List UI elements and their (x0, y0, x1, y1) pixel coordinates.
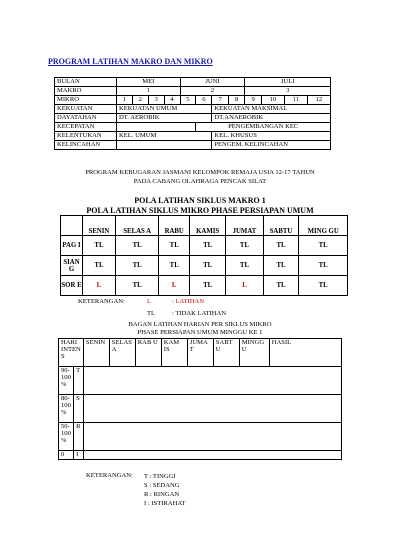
intensity-range: 50-100 % (59, 423, 74, 451)
kelincahan-row (55, 141, 331, 150)
bulan-row (55, 78, 331, 87)
legend-item: R : RINGAN (144, 491, 180, 498)
day-header: SABT U (213, 339, 239, 367)
daily-table (58, 338, 342, 460)
row-label: KELENTUKAN (55, 132, 117, 141)
mikro-cell: 11 (285, 96, 308, 105)
day-header: RAB U (135, 339, 161, 367)
day-header: KAM IS (161, 339, 187, 367)
mikro-row (55, 96, 331, 105)
intensity-code: T (74, 367, 84, 395)
day-header: SELAS A (115, 216, 158, 236)
kecepatan-row (55, 123, 331, 132)
periodization-table (54, 77, 331, 150)
mikro-cell: 10 (261, 96, 284, 105)
hari-inten-cell (59, 339, 84, 367)
mikro-cell: 9 (245, 96, 262, 105)
session-label: SIAN G (61, 256, 83, 276)
session-cell: TL (226, 256, 263, 276)
intensity-code: R (74, 423, 84, 451)
makro-row (55, 87, 331, 96)
intensity-range: 80-100 % (59, 395, 74, 423)
phase-cell (117, 141, 212, 150)
daily-heading: BAGAN LATIHAN HARIAN PER SIKLUS MIKRO (128, 321, 272, 328)
row-label: KEKUATAN (55, 105, 117, 114)
day-header: MING GU (299, 216, 348, 236)
phase-cell: PENGEM. KELINCAHAN (212, 141, 331, 150)
legend-item: T : TINGGI (144, 473, 176, 480)
intensity-range: 90-100 % (59, 367, 74, 395)
session-cell: TL (263, 256, 299, 276)
session-cell: TL (190, 276, 226, 296)
row-label: DAYATAHAN (55, 114, 117, 123)
corner-cell (61, 216, 83, 236)
day-header: JUMAT (226, 216, 263, 236)
program-description (40, 168, 360, 186)
day-header: MINGG U (239, 339, 269, 367)
mikro-label: MIKRO (55, 96, 117, 105)
legend-text: : TIDAK LATIHAN (172, 310, 227, 317)
phase-cell: KEKUATAN MAKSIMAL (212, 105, 331, 114)
legend-latihan (78, 298, 205, 305)
legend-label: KETERANGAN: (86, 472, 133, 479)
table-row (59, 367, 342, 395)
table-row (61, 256, 348, 276)
legend-items (144, 472, 185, 508)
day-header: HASIL (269, 339, 341, 367)
mikro-cell: 5 (180, 96, 196, 105)
empty-cell (83, 451, 341, 460)
legend-label: KETERANGAN: (78, 298, 125, 305)
day-header: RABU (159, 216, 190, 236)
mikro-cell: 1 (117, 96, 133, 105)
hari-label: HARI (61, 339, 78, 346)
day-header: SENIN (83, 339, 109, 367)
empty-cell (83, 395, 341, 423)
dayatahan-row (55, 114, 331, 123)
session-cell: L (83, 276, 116, 296)
month-cell: MEI (117, 78, 181, 87)
makro-label: MAKRO (55, 87, 117, 96)
weekly-header-row (61, 216, 348, 236)
bulan-label: BULAN (55, 78, 117, 87)
session-cell: L (159, 276, 190, 296)
table-row (59, 451, 342, 460)
row-label: KECEPATAN (55, 123, 117, 132)
phase-cell: KEL. KHUSUS (212, 132, 331, 141)
page-title: PROGRAM LATIHAN MAKRO DAN MIKRO (48, 57, 213, 66)
day-header: KAMIS (190, 216, 226, 236)
mikro-cell: 3 (148, 96, 164, 105)
intensity-code: S (74, 395, 84, 423)
mikro-cell: 4 (164, 96, 180, 105)
table-row (59, 423, 342, 451)
intensity-range: 0 (59, 451, 74, 460)
session-cell: TL (299, 236, 348, 256)
makro-heading: POLA LATIHAN SIKLUS MAKRO 1 (134, 196, 266, 205)
session-cell: TL (190, 256, 226, 276)
legend-item: I : ISTIRAHAT (144, 500, 186, 507)
session-cell: TL (299, 256, 348, 276)
kekuatan-row (55, 105, 331, 114)
session-cell: TL (83, 256, 116, 276)
mikro-cell: 12 (307, 96, 330, 105)
legend-code: TL (147, 310, 156, 317)
session-label: SOR E (61, 276, 83, 296)
description-line: PADA CABANG OLAHRAGA PENCAK SILAT (133, 178, 267, 185)
mikro-cell: 6 (196, 96, 212, 105)
session-cell: TL (159, 236, 190, 256)
session-cell: TL (115, 236, 158, 256)
table-row (61, 276, 348, 296)
table-row (61, 236, 348, 256)
legend-tidak-latihan (147, 310, 227, 317)
table-row (59, 395, 342, 423)
session-cell: TL (299, 276, 348, 296)
session-cell: L (226, 276, 263, 296)
session-label: PAG I (61, 236, 83, 256)
phase-cell: DT. AEROBIK (117, 114, 212, 123)
mikro-cell: 8 (228, 96, 245, 105)
legend-code: L (147, 298, 152, 305)
empty-cell (83, 423, 341, 451)
session-cell: TL (263, 236, 299, 256)
inten-label: INTEN S (61, 346, 81, 360)
mikro-cell: 7 (212, 96, 229, 105)
makro-cell: 1 (117, 87, 181, 96)
session-cell: TL (115, 276, 158, 296)
day-header: SELAS A (109, 339, 135, 367)
month-cell: JUNI (180, 78, 245, 87)
day-header: SENIN (83, 216, 116, 236)
row-label: KELINCAHAN (55, 141, 117, 150)
phase-cell (117, 123, 196, 132)
legend-item: S : SEDANG (144, 482, 180, 489)
kelentukan-row (55, 132, 331, 141)
weekly-table (60, 215, 348, 296)
daily-header-row (59, 339, 342, 367)
mikro-cell: 2 (132, 96, 148, 105)
session-cell: TL (263, 276, 299, 296)
day-header: SABTU (263, 216, 299, 236)
phase-cell: DT.ANAEROBIK (212, 114, 331, 123)
makro-cell: 2 (180, 87, 245, 96)
intensity-code: I (74, 451, 84, 460)
makro-cell: 3 (245, 87, 331, 96)
session-cell: TL (190, 236, 226, 256)
empty-cell (83, 367, 341, 395)
day-header: JUMA T (187, 339, 213, 367)
description-line: PROGRAM KEBUGARAN JASMANI KELOMPOK REMAJA USIA 12-17 TAHUN (85, 169, 315, 176)
session-cell: TL (83, 236, 116, 256)
month-cell: JULI (245, 78, 331, 87)
mikro-heading: POLA LATIHAN SIKLUS MIKRO PHASE PERSIAPAN UMUM (86, 206, 314, 215)
legend-text: : LATIHAN (172, 298, 205, 305)
daily-subheading: PHASE PERSIAPAN UMUM MINGGU KE 1 (137, 329, 263, 336)
phase-cell: PENGEMBANGAN KEC (196, 123, 331, 132)
session-cell: TL (115, 256, 158, 276)
phase-cell: KEKUATAN UMUM (117, 105, 212, 114)
session-cell: TL (159, 256, 190, 276)
session-cell: TL (226, 236, 263, 256)
phase-cell: KEL. UMUM (117, 132, 212, 141)
